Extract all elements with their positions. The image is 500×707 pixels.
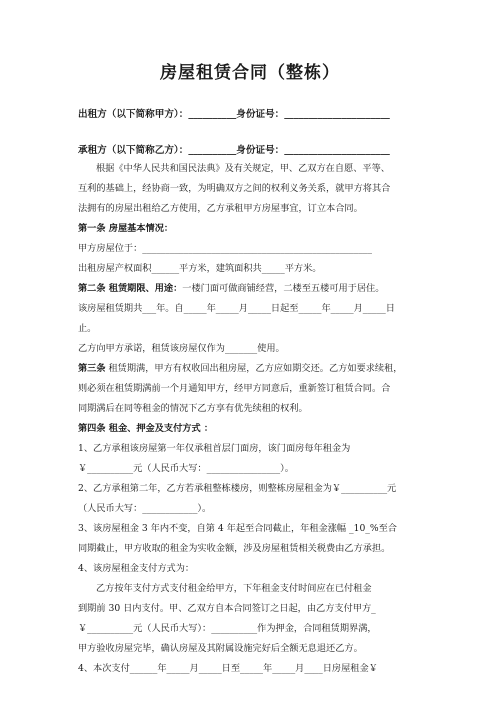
article-2-line: 止。: [78, 323, 97, 334]
intro-line-2: 互利的基础上，经协商一致，为明确双方之间的权利义务关系，就甲方将其合: [78, 183, 391, 194]
article-4-line: 1、乙方承租该房屋第一年仅承租首层门面房，该门面房每年租金为: [78, 443, 351, 454]
article-3-heading-row: [78, 362, 402, 375]
lessor-line: 出租方（以下简称甲方）：__________身份证号：______________________: [78, 109, 390, 120]
article-4-line: ￥__________元（人民币大写：________________）。: [78, 463, 294, 474]
article-4-line: 2、乙方承租第二年，乙方若承租整栋楼房，则整栋房屋租金为￥__________元: [78, 483, 397, 494]
article-1-line: 甲方房屋位于：__________________________________________________: [78, 243, 372, 254]
article-4-line: 4、本次支付______年_____月_____日至_____年_____月____日房屋租金￥: [78, 663, 378, 674]
intro-line-3: 法拥有的房屋出租给乙方使用，乙方承租甲方房屋事宜，订立本合同。: [78, 203, 363, 214]
article-4-line: 乙方按年支付方式支付租金给甲方，下年租金支付时间应在已付租金: [96, 583, 372, 594]
article-1-line: 出租房屋产权面积______平方米，建筑面积共_____平方米。: [78, 263, 322, 274]
article-2-line: 乙方向甲方承诺，租赁该房屋仅作为_______使用。: [78, 343, 285, 354]
article-4-line: 甲方验收房屋完毕，确认房屋及其附属设施完好后全额无息退还乙方。: [78, 643, 363, 654]
article-3-line: 则必须在租赁期满前一个月通知甲方，经甲方同意后，重新签订租赁合同。合: [78, 383, 391, 394]
article-4-line: （人民币大写：____________）。: [78, 503, 212, 514]
article-4-line: 3、该房屋租金 3 年内不变，自第 4 年起至合同截止，年租金涨幅 _10_%至合: [78, 523, 397, 534]
article-3-text: 租赁期满，甲方有权收回出租房屋，乙方应如期交还。乙方如要求续租，: [105, 363, 403, 374]
article-2-usage: 一楼门面可做商铺经营，二楼至五楼可用于居住。: [182, 283, 385, 294]
article-3-line: 同期满后在同等租金的情况下乙方享有优先续租的权利。: [78, 403, 308, 414]
lessee-line: 承租方（以下简称乙方）：__________身份证号：______________________: [78, 145, 390, 156]
article-4-heading: 第四条 租金、押金及支付方式 ：: [78, 423, 214, 434]
article-4-line: 到期前 30 日内支付。甲、乙双方自本合同签订之日起，由乙方支付甲方_: [78, 603, 376, 614]
article-3-heading: 第三条: [78, 363, 106, 374]
article-4-line: 4、该房屋租金支付方式为：: [78, 563, 195, 574]
article-4-line: 同期截止，甲方收取的租金为实收金额，涉及房屋租赁相关税费由乙方承担。: [78, 543, 391, 554]
article-2-heading-row: [78, 282, 384, 295]
article-2-heading: 第二条 租赁期限、用途：: [78, 283, 183, 294]
contract-title: 房屋租赁合同（整栋）: [160, 63, 340, 83]
article-2-line: 该房屋租赁期共___年。自_____年_____月_____日起至_____年_____月_____日: [78, 303, 395, 314]
intro-line-1: 根据《中华人民共和国民法典》及有关规定，甲、乙双方在自愿、平等、: [96, 163, 390, 174]
article-4-line: ￥__________元（人民币大写）：__________作为押金，合同租赁期界满，: [78, 623, 377, 634]
article-1-heading: 第一条 房屋基本情况：: [78, 223, 174, 234]
